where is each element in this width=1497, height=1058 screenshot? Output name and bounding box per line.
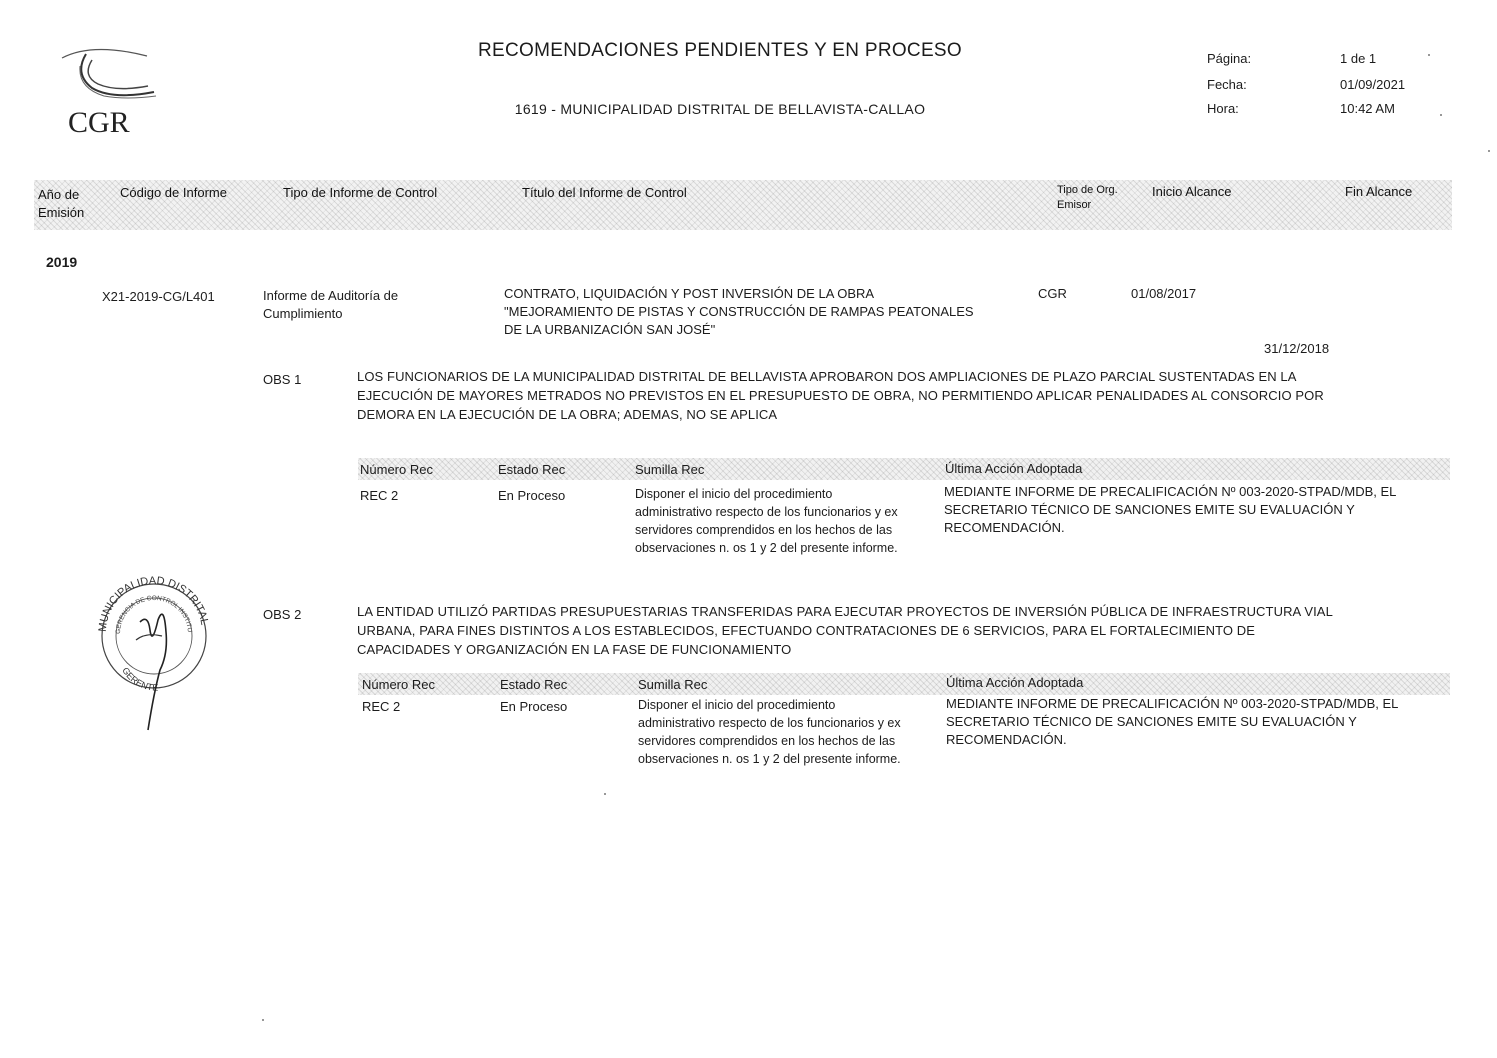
cgr-logo-emblem-icon xyxy=(52,44,162,106)
scan-speck xyxy=(262,1019,264,1021)
col-tipo-org-line1: Tipo de Org. xyxy=(1057,184,1118,196)
report-code: X21-2019-CG/L401 xyxy=(102,289,215,304)
page-title: RECOMENDACIONES PENDIENTES Y EN PROCESO xyxy=(478,40,962,61)
entity-subtitle: 1619 - MUNICIPALIDAD DISTRITAL DE BELLAVISTA-CALLAO xyxy=(514,101,926,117)
obs-1-text xyxy=(357,367,1324,424)
report-title-line3: DE LA URBANIZACIÓN SAN JOSÉ" xyxy=(504,322,716,337)
col-anio-line1: Año de xyxy=(38,187,80,202)
column-header-band xyxy=(34,180,1452,230)
rec-1-accion xyxy=(944,483,1396,537)
rec-col-numero-2: Número Rec xyxy=(362,677,435,692)
rec-1-sumilla-line3: servidores comprendidos en los hechos de las xyxy=(635,523,893,537)
report-title-line1: CONTRATO, LIQUIDACIÓN Y POST INVERSIÓN DE LA OBRA xyxy=(504,286,875,301)
rec-2-accion-line3: RECOMENDACIÓN. xyxy=(946,732,1067,747)
emission-year: 2019 xyxy=(46,254,78,270)
obs-2-line3: CAPACIDADES Y ORGANIZACIÓN EN LA FASE DE FUNCIONAMIENTO xyxy=(357,642,792,657)
obs-2-text xyxy=(357,602,1333,659)
rec-2-accion xyxy=(946,695,1398,749)
rec-col-numero-1: Número Rec xyxy=(360,462,433,477)
col-anio xyxy=(38,186,84,222)
rec-2-sumilla-line2: administrativo respecto de los funcionarios y ex xyxy=(638,716,901,730)
cgr-logo xyxy=(52,44,162,144)
page-label: Página: xyxy=(1207,51,1252,66)
rec-2-sumilla-line3: servidores comprendidos en los hechos de las xyxy=(638,734,896,748)
obs-1-line3: DEMORA EN LA EJECUCIÓN DE LA OBRA; ADEMAS, NO SE APLICA xyxy=(357,407,778,422)
stamp-text-inner: GERENCIA DE CONTROL INSTITU xyxy=(114,594,194,635)
stamp-text-bottom: GERENTE xyxy=(120,665,159,693)
col-tipo: Tipo de Informe de Control xyxy=(283,185,438,200)
rec-2-estado: En Proceso xyxy=(500,699,568,714)
rec-1-sumilla-line1: Disponer el inicio del procedimiento xyxy=(635,487,833,501)
scan-speck xyxy=(1428,54,1430,56)
report-title-line2: "MEJORAMIENTO DE PISTAS Y CONSTRUCCIÓN DE RAMPAS PEATONALES xyxy=(504,304,974,319)
official-stamp xyxy=(88,574,218,734)
report-start: 01/08/2017 xyxy=(1131,286,1197,301)
scan-speck xyxy=(604,793,606,795)
rec-2-accion-line1: MEDIANTE INFORME DE PRECALIFICACIÓN Nº 003-2020-STPAD/MDB, EL xyxy=(946,696,1399,711)
report-type-line1: Informe de Auditoría de xyxy=(263,288,399,303)
obs-1-label: OBS 1 xyxy=(263,372,302,387)
rec-col-sumilla-1: Sumilla Rec xyxy=(635,462,705,477)
obs-2-line2: URBANA, PARA FINES DISTINTOS A LOS ESTABLECIDOS, EFECTUANDO CONTRATACIONES DE 6 SERVICIOS, PARA EL FORTALECIMIENTO DE xyxy=(357,623,1256,638)
report-org: CGR xyxy=(1038,286,1067,301)
date-value: 01/09/2021 xyxy=(1340,77,1406,92)
col-titulo: Título del Informe de Control xyxy=(522,185,687,200)
col-fin: Fin Alcance xyxy=(1345,184,1413,199)
time-label: Hora: xyxy=(1207,101,1239,116)
svg-text:MUNICIPALIDAD DISTRITAL xyxy=(97,575,211,632)
obs-2-label: OBS 2 xyxy=(263,607,302,622)
rec-1-accion-line1: MEDIANTE INFORME DE PRECALIFICACIÓN Nº 003-2020-STPAD/MDB, EL xyxy=(944,484,1397,499)
report-end: 31/12/2018 xyxy=(1264,341,1330,356)
rec-col-estado-1: Estado Rec xyxy=(498,462,566,477)
obs-1-line2: EJECUCIÓN DE MAYORES METRADOS NO PREVISTOS EN EL PRESUPUESTO DE OBRA, NO PERMITIENDO APLICAR PENALIDADES AL CONSORCIO POR xyxy=(357,388,1324,403)
col-inicio: Inicio Alcance xyxy=(1152,184,1232,199)
rec-1-sumilla xyxy=(635,485,898,557)
rec-1-accion-line3: RECOMENDACIÓN. xyxy=(944,520,1065,535)
col-tipo-org-line2: Emisor xyxy=(1057,199,1092,211)
rec-2-accion-line2: SECRETARIO TÉCNICO DE SANCIONES EMITE SU EVALUACIÓN Y xyxy=(946,714,1357,729)
rec-2-sumilla xyxy=(638,696,901,768)
rec-1-estado: En Proceso xyxy=(498,488,566,503)
page-value: 1 de 1 xyxy=(1340,51,1377,66)
rec-col-accion-1: Última Acción Adoptada xyxy=(945,461,1083,476)
obs-1-line1: LOS FUNCIONARIOS DE LA MUNICIPALIDAD DISTRITAL DE BELLAVISTA APROBARON DOS AMPLIACIONES DE PLAZO PARCIAL SUSTENTADAS EN LA xyxy=(357,369,1297,384)
rec-2-sumilla-line1: Disponer el inicio del procedimiento xyxy=(638,698,836,712)
obs-2-line1: LA ENTIDAD UTILIZÓ PARTIDAS PRESUPUESTARIAS TRANSFERIDAS PARA EJECUTAR PROYECTOS DE INVERSIÓN PÚBLICA DE INFRAESTRUCTURA VIAL xyxy=(357,604,1333,619)
rec-col-accion-2: Última Acción Adoptada xyxy=(946,675,1084,690)
time-value: 10:42 AM xyxy=(1340,101,1395,116)
date-label: Fecha: xyxy=(1207,77,1247,92)
rec-2-sumilla-line4: observaciones n. os 1 y 2 del presente informe. xyxy=(638,752,901,766)
stamp-seal-icon xyxy=(88,574,218,734)
stamp-text-outer: MUNICIPALIDAD DISTRITAL xyxy=(96,574,211,633)
report-type-line2: Cumplimiento xyxy=(263,306,343,321)
scan-speck xyxy=(1488,150,1490,152)
rec-1-numero: REC 2 xyxy=(360,488,399,503)
rec-col-sumilla-2: Sumilla Rec xyxy=(638,677,708,692)
scan-speck xyxy=(1440,114,1442,116)
rec-1-sumilla-line2: administrativo respecto de los funcionarios y ex xyxy=(635,505,898,519)
rec-col-estado-2: Estado Rec xyxy=(500,677,568,692)
rec-1-accion-line2: SECRETARIO TÉCNICO DE SANCIONES EMITE SU EVALUACIÓN Y xyxy=(944,502,1355,517)
report-type xyxy=(263,287,398,323)
col-codigo: Código de Informe xyxy=(120,185,227,200)
logo-text: CGR xyxy=(68,106,130,139)
col-tipo-org xyxy=(1057,183,1118,213)
col-anio-line2: Emisión xyxy=(38,205,85,220)
rec-1-sumilla-line4: observaciones n. os 1 y 2 del presente informe. xyxy=(635,541,898,555)
report-title xyxy=(504,285,974,339)
rec-2-numero: REC 2 xyxy=(362,699,401,714)
